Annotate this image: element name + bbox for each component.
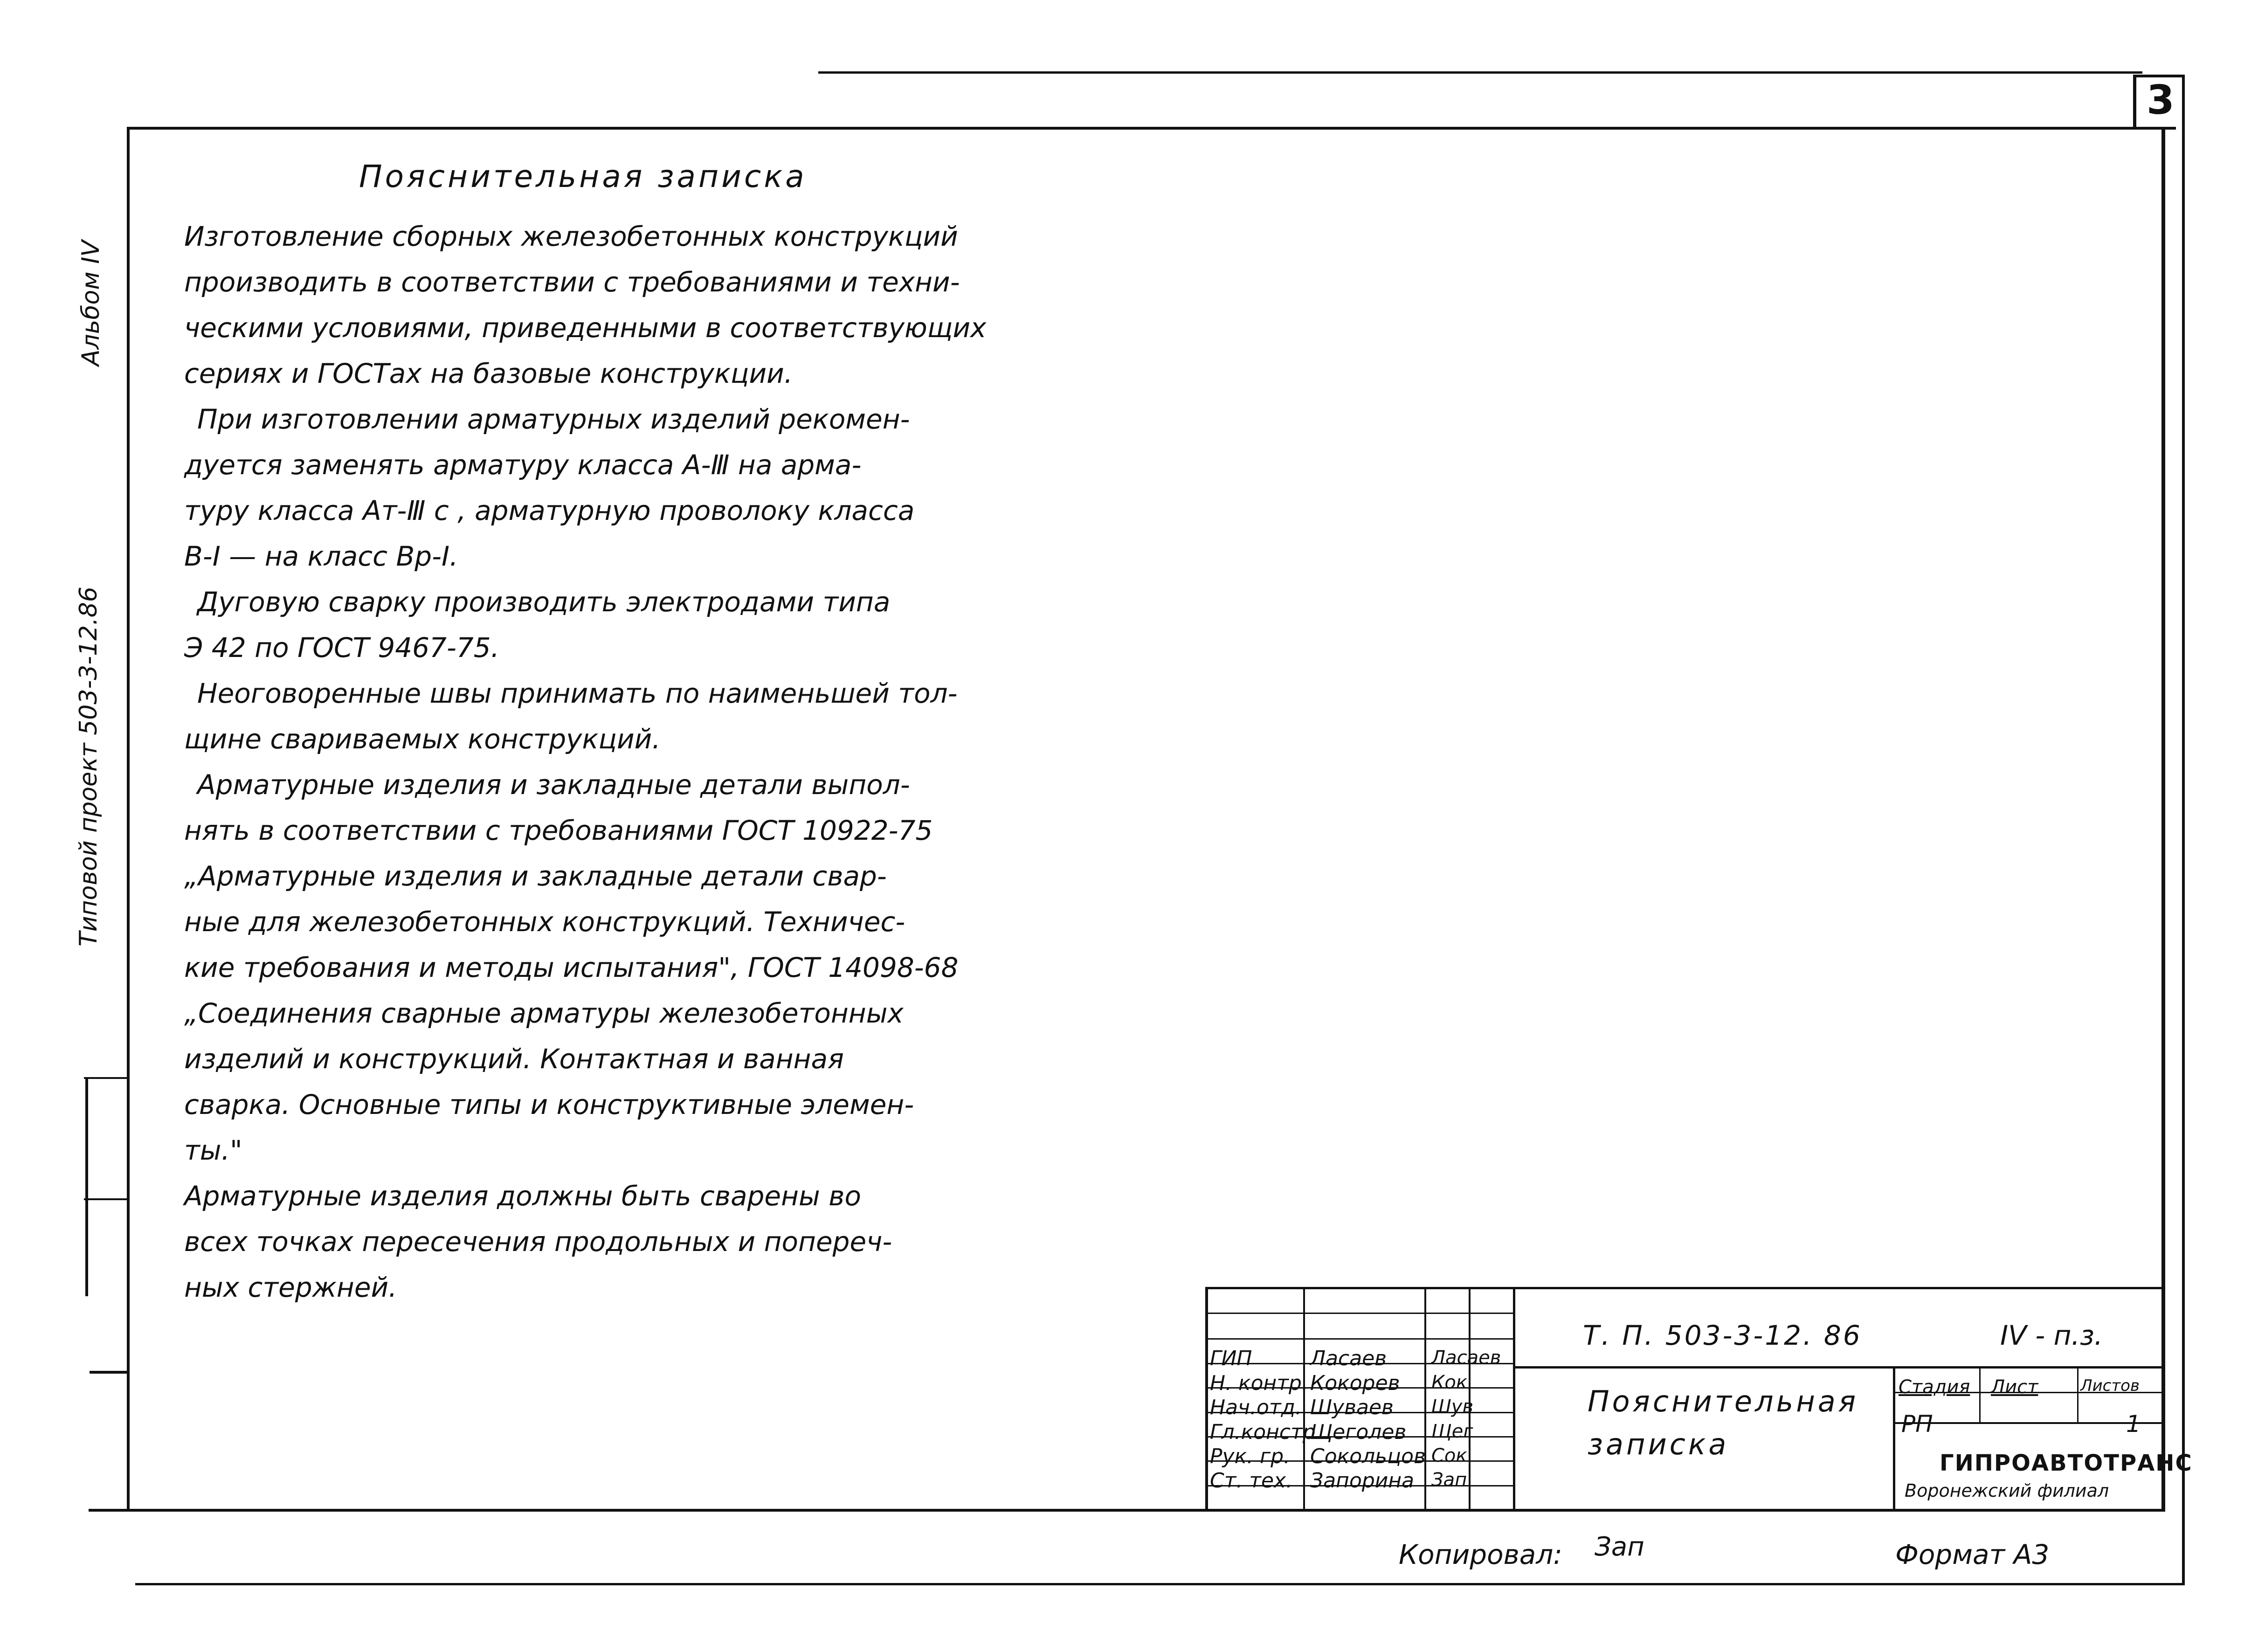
top-margin-line: [818, 71, 2142, 74]
tb-name: Сокольцов: [1310, 1445, 1426, 1468]
organization-branch: Воронежский филиал: [1905, 1480, 2109, 1501]
sheet-header: Лист: [1991, 1376, 2038, 1398]
margin-album-label: Альбом IV: [77, 240, 105, 366]
tb-role: ГИП: [1210, 1347, 1252, 1370]
sheets-value: 1: [2126, 1410, 2141, 1438]
note-paragraph: Неоговоренные швы принимать по наименьшей тол- щине свариваемых конструкций.: [184, 677, 958, 755]
margin-strip-dash: [90, 1371, 128, 1374]
sheet-number-box-left: [2133, 75, 2136, 128]
bottom-margin-line: [135, 1583, 2185, 1585]
organization-name: ГИПРОАВТОТРАНС: [1940, 1450, 2193, 1476]
margin-project-label: Типовой проект 503-3-12.86: [75, 587, 103, 947]
margin-strip-line: [84, 1198, 128, 1200]
tb-role: Рук. гр.: [1210, 1445, 1291, 1468]
sheet-code: IV - п.з.: [2000, 1320, 2103, 1351]
tb-role: Гл.констр.: [1210, 1420, 1322, 1444]
tb-signature: Шув: [1431, 1396, 1474, 1417]
frame-left-line: [127, 127, 130, 1512]
stage-value: РП: [1901, 1410, 1933, 1438]
frame-top-line: [127, 127, 2176, 130]
sheets-header: Листов: [2080, 1376, 2140, 1395]
tb-role: Нач.отд.: [1210, 1396, 1302, 1419]
note-paragraph: Изготовление сборных железобетонных конструкций производить в соответствии с требованиями и техни- ческими условиями, приведенными в соответствующих сериях и ГОСТах на базовые конструкции.: [184, 221, 987, 389]
margin-strip-top: [84, 1077, 128, 1079]
tb-signature: Зап: [1431, 1469, 1467, 1491]
document-title: Пояснительная записка: [1588, 1384, 1859, 1461]
tb-name: Щеголев: [1310, 1420, 1407, 1444]
tb-role: Н. контр.: [1210, 1371, 1308, 1395]
note-paragraph: Арматурные изделия должны быть сварены во всех точках пересечения продольных и попереч- ных стержней.: [184, 1180, 892, 1303]
tb-signature: Сок: [1431, 1445, 1467, 1466]
tb-role: Ст. тех.: [1210, 1469, 1293, 1493]
note-title: Пояснительная записка: [359, 159, 807, 194]
copied-by-label: Копировал:: [1399, 1539, 1562, 1570]
tb-name: Запорина: [1310, 1469, 1415, 1493]
tb-signature: Ласаев: [1431, 1347, 1501, 1369]
note-body: [184, 214, 1089, 1310]
stage-header: Стадия: [1899, 1376, 1970, 1398]
sheet-number: 3: [2147, 77, 2175, 124]
tb-name: Шуваев: [1310, 1396, 1394, 1419]
project-code: Т. П. 503-3-12. 86: [1583, 1320, 1862, 1351]
tb-signature: Кок: [1431, 1372, 1468, 1393]
margin-strip-vertical: [85, 1077, 88, 1296]
tb-signature: Щег: [1431, 1421, 1473, 1442]
tb-name: Кокорев: [1310, 1371, 1400, 1395]
note-paragraph: При изготовлении арматурных изделий рекомен- дуется заменять арматуру класса А-Ⅲ на арма- туру класса Ат-Ⅲ с , арматурную проволоку класса В-I — на класс Вр-I.: [184, 403, 915, 572]
note-paragraph: Дуговую сварку производить электродами типа Э 42 по ГОСТ 9467-75.: [184, 586, 891, 664]
copied-by-signature: Зап: [1595, 1532, 1644, 1562]
format-label: Формат А3: [1895, 1539, 2050, 1570]
note-paragraph: Арматурные изделия и закладные детали выпол- нять в соответствии с требованиями ГОСТ 10922-75 „Арматурные изделия и закладные детали свар- ные для железобетонных конструкций. Техничес- кие требования и методы испытания", ГОСТ 14098-68 „Соединения сварные арматуры железобетонных изделий и конструкций. Контактная и ванная сварка. Основные типы и конструктивные элемен- ты.": [184, 769, 959, 1166]
tb-name: Ласаев: [1310, 1347, 1387, 1370]
frame-right-outer-line: [2182, 75, 2185, 1585]
